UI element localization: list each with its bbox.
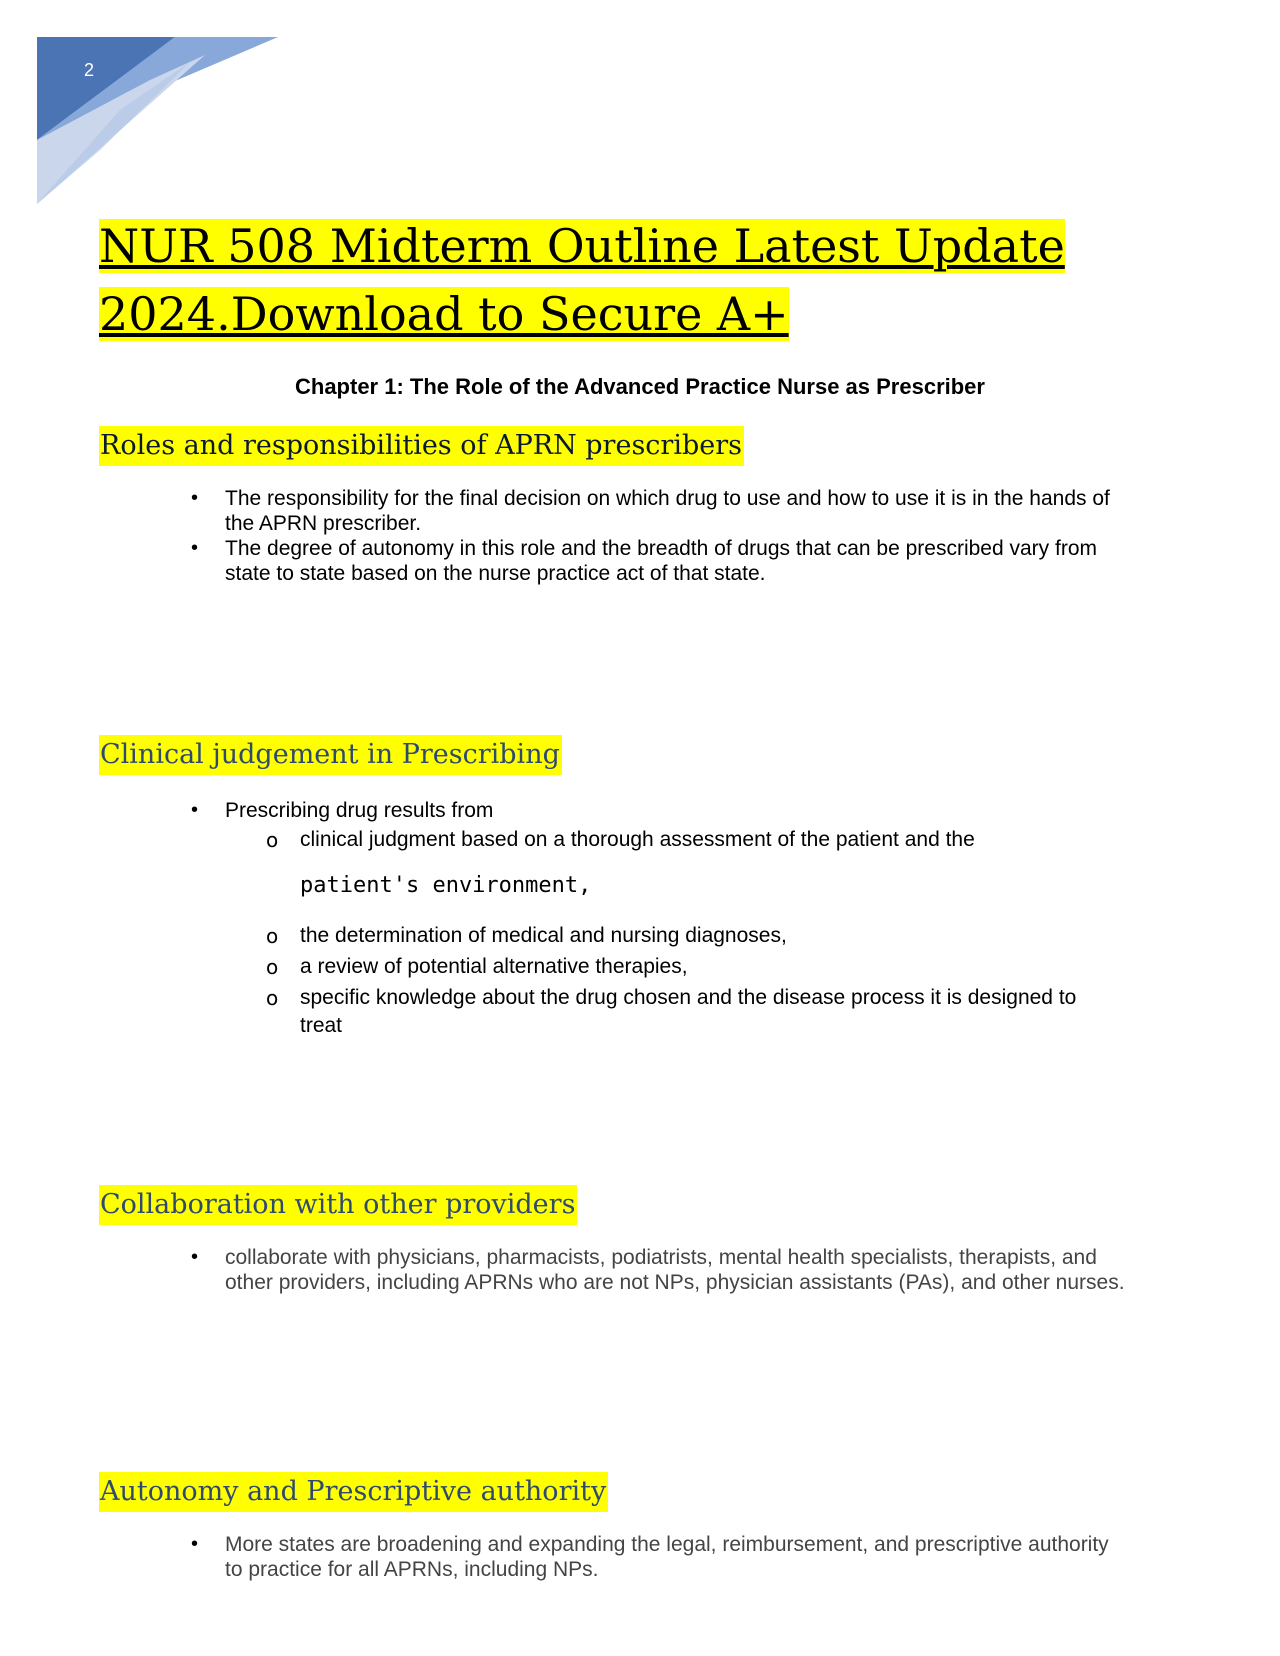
list-item: • The responsibility for the final decision on which drug to use and how to use it is in the hands of the APRN prescriber. <box>191 487 1110 535</box>
circle-bullet-icon: o <box>266 924 279 948</box>
sub-list-item: o clinical judgment based on a thorough assessment of the patient and the patient's environment, <box>266 828 975 898</box>
title-line-1: NUR 508 Midterm Outline Latest Update <box>99 219 1065 273</box>
title-line-2: 2024.Download to Secure A+ <box>99 287 789 341</box>
circle-bullet-icon: o <box>266 986 279 1010</box>
circle-bullet-icon: o <box>266 828 279 852</box>
collaboration-bullet-list <box>191 1245 1125 1295</box>
document-title <box>99 212 1099 348</box>
corner-graphic <box>0 0 300 220</box>
section-heading-clinical-judgement: Clinical judgement in Prescribing <box>99 735 562 775</box>
list-item: • More states are broadening and expanding the legal, reimbursement, and prescriptive authority to practice for all APRNs, including NPs. <box>191 1533 1109 1581</box>
roles-bullet-list <box>191 486 1125 586</box>
circle-bullet-icon: o <box>266 955 279 979</box>
section-heading-collaboration: Collaboration with other providers <box>99 1185 577 1225</box>
sub-list-item: o a review of potential alternative therapies, <box>266 955 688 979</box>
list-item: • collaborate with physicians, pharmacists, podiatrists, mental health specialists, therapists, and other providers, including APRNs who are not NPs, physician assistants (PAs), and other nurses. <box>191 1246 1125 1294</box>
page-number: 2 <box>84 60 95 80</box>
bullet-icon: • <box>191 1533 199 1555</box>
bullet-icon: • <box>191 537 199 559</box>
bullet-icon: • <box>191 1246 199 1268</box>
sub-list-item: o the determination of medical and nursing diagnoses, <box>266 924 787 948</box>
clinical-sub-list <box>266 826 1100 1040</box>
sub-list-item: o specific knowledge about the drug chosen and the disease process it is designed to treat <box>266 986 1077 1037</box>
list-item: • Prescribing drug results from <box>191 799 494 822</box>
bullet-icon: • <box>191 799 199 821</box>
section-heading-roles: Roles and responsibilities of APRN prescribers <box>99 426 744 466</box>
mono-text: patient's environment, <box>300 873 592 898</box>
autonomy-bullet-list <box>191 1532 1125 1582</box>
section-heading-autonomy: Autonomy and Prescriptive authority <box>99 1472 608 1512</box>
bullet-icon: • <box>191 487 199 509</box>
list-item: • The degree of autonomy in this role and the breadth of drugs that can be prescribed vary from state to state based on the nurse practice act of that state. <box>191 537 1098 585</box>
chapter-heading: Chapter 1: The Role of the Advanced Practice Nurse as Prescriber <box>295 374 985 399</box>
clinical-bullet-list <box>191 798 1125 823</box>
